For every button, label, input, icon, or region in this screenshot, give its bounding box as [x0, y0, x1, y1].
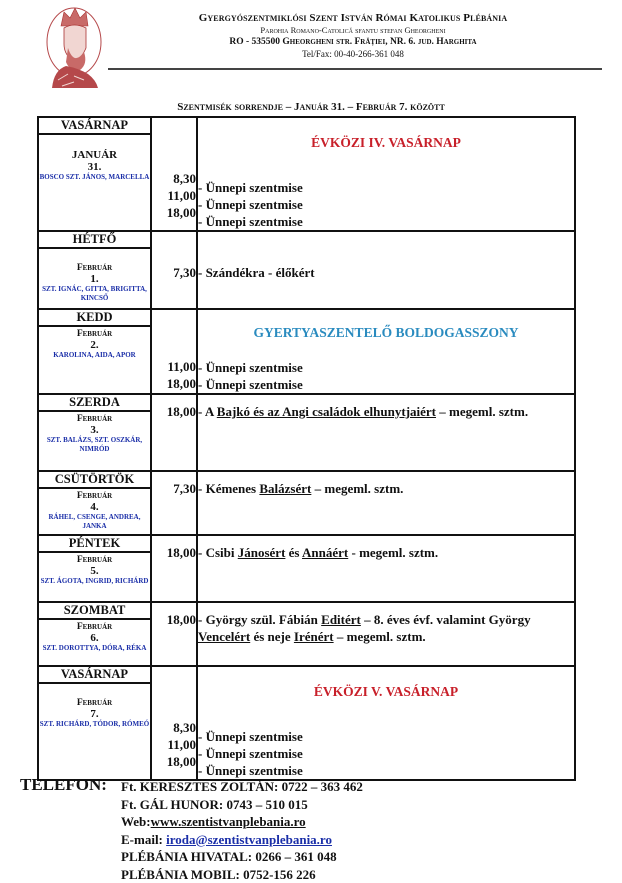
intention-name: Balázsért: [259, 481, 311, 496]
intention-name: Jánosért: [238, 545, 286, 560]
day-cell: [38, 471, 151, 535]
parish-name: Gyergyószentmiklósi Szent István Római Katolikus Plébánia: [108, 12, 598, 24]
day-number: 2.: [39, 339, 150, 351]
intention-name: Bajkó és az Angi családok elhunytjaiért: [217, 404, 436, 419]
mass-time: 11,00: [152, 187, 196, 204]
weekday: SZERDA: [39, 395, 150, 412]
intention-text: - György szül. Fábián: [198, 612, 321, 627]
times-cell: [151, 602, 197, 666]
day-number: 7.: [39, 708, 150, 720]
mass-time: 18,00: [152, 753, 196, 770]
name-days: BOSCO SZT. JÁNOS, MARCELLA: [39, 173, 150, 182]
day-row: [38, 117, 575, 231]
masses-cell: [197, 117, 575, 231]
date-box: [39, 553, 150, 586]
masses-cell: [197, 666, 575, 780]
mass-intention: - Ünnepi szentmise: [198, 179, 574, 196]
date-box: [39, 620, 150, 653]
day-cell: [38, 666, 151, 780]
mass-time: 18,00: [152, 403, 196, 420]
month: Február: [39, 555, 150, 565]
day-cell: [38, 117, 151, 231]
weekday: PÉNTEK: [39, 536, 150, 553]
mass-intention: - Ünnepi szentmise: [198, 376, 574, 393]
email-line: [121, 831, 363, 849]
mass-time: 18,00: [152, 611, 196, 628]
times-cell: [151, 535, 197, 602]
intention-name: Annáért: [302, 545, 348, 560]
day-cell: [38, 231, 151, 309]
masses-cell: [197, 394, 575, 471]
month: Február: [39, 698, 150, 708]
day-cell: [38, 602, 151, 666]
mass-intention: - Ünnepi szentmise: [198, 196, 574, 213]
day-row: [38, 666, 575, 780]
email-link[interactable]: iroda@szentistvanplebania.ro: [166, 832, 332, 847]
intention-text: – megeml. sztm.: [334, 629, 426, 644]
mass-time: 18,00: [152, 204, 196, 221]
masses-cell: [197, 231, 575, 309]
intention-text: - Kémenes: [198, 481, 259, 496]
feast-title: GYERTYASZENTELŐ BOLDOGASSZONY: [198, 310, 574, 359]
website-link[interactable]: www.szentistvanplebania.ro: [151, 814, 306, 829]
masses-cell: [197, 309, 575, 394]
mass-schedule-table: [37, 116, 576, 781]
times-cell: [151, 394, 197, 471]
mass-time: 18,00: [152, 375, 196, 392]
mass-time: 7,30: [152, 480, 196, 497]
intention-text: – megeml. sztm.: [436, 404, 528, 419]
mass-time: 11,00: [152, 736, 196, 753]
weekday: SZOMBAT: [39, 603, 150, 620]
mass-time: 7,30: [152, 264, 196, 281]
month: JANUÁR: [39, 149, 150, 161]
day-number: 3.: [39, 424, 150, 436]
mobile-phone: PLÉBÁNIA MOBIL: 0752-156 226: [121, 866, 363, 883]
intention-text: - A: [198, 404, 217, 419]
day-number: 1.: [39, 273, 150, 285]
times-cell: [151, 666, 197, 780]
date-box: [39, 249, 150, 303]
parish-name-romanian: Parohia Romano-Catolică sfantu stefan Gheorgheni: [108, 24, 598, 36]
weekday: VASÁRNAP: [39, 667, 150, 684]
date-box: [39, 412, 150, 454]
month: Február: [39, 414, 150, 424]
office-phone: PLÉBÁNIA HIVATAL: 0266 – 361 048: [121, 848, 363, 866]
website-label: Web:: [121, 814, 151, 829]
parish-address: RO - 535500 Gheorgheni str. Frăţiei, NR. 6. jud. Harghita: [108, 36, 598, 48]
mass-intention: - Ünnepi szentmise: [198, 728, 574, 745]
masses-cell: [197, 535, 575, 602]
feast-title: ÉVKÖZI IV. VASÁRNAP: [198, 118, 574, 179]
day-row: [38, 535, 575, 602]
day-number: 31.: [39, 161, 150, 173]
day-cell: [38, 535, 151, 602]
mass-intention: - Ünnepi szentmise: [198, 213, 574, 230]
day-cell: [38, 394, 151, 471]
day-row: [38, 394, 575, 471]
month: Február: [39, 622, 150, 632]
mass-intention: [198, 472, 574, 497]
date-box: [39, 489, 150, 531]
times-cell: [151, 231, 197, 309]
phone-label: TELEFON:: [20, 775, 107, 795]
name-days: KAROLINA, AIDA, APOR: [39, 351, 150, 360]
website-line: [121, 813, 363, 831]
name-days: SZT. ÁGOTA, INGRID, RICHÁRD: [39, 577, 150, 586]
weekday: CSÜTÖRTÖK: [39, 472, 150, 489]
schedule-title: Szentmisék sorrendje – Január 31. – Február 7. között: [0, 101, 622, 113]
name-days: RÁHEL, CSENGE, ANDREA, JANKA: [39, 513, 150, 531]
month: Február: [39, 329, 150, 339]
times-cell: [151, 309, 197, 394]
masses-cell: [197, 602, 575, 666]
intention-text: és: [285, 545, 302, 560]
mass-time: 8,30: [152, 170, 196, 187]
times-cell: [151, 117, 197, 231]
weekday: KEDD: [39, 310, 150, 327]
intention-text: – megeml. sztm.: [311, 481, 403, 496]
date-box: [39, 684, 150, 729]
name-days: SZT. BALÁZS, SZT. OSZKÁR, NIMRÓD: [39, 436, 150, 454]
masses-cell: [197, 471, 575, 535]
day-number: 5.: [39, 565, 150, 577]
day-row: [38, 602, 575, 666]
day-row: [38, 231, 575, 309]
weekday: HÉTFŐ: [39, 232, 150, 249]
mass-intention: - Ünnepi szentmise: [198, 359, 574, 376]
month: Február: [39, 491, 150, 501]
name-days: SZT. DOROTTYA, DÓRA, RÉKA: [39, 644, 150, 653]
mass-time: 11,00: [152, 358, 196, 375]
feast-title: ÉVKÖZI V. VASÁRNAP: [198, 667, 574, 728]
intention-name: Vencelért: [198, 629, 250, 644]
intention-name: Irénért: [294, 629, 334, 644]
email-label: E-mail:: [121, 832, 166, 847]
date-box: [39, 135, 150, 182]
date-box: [39, 327, 150, 360]
day-number: 4.: [39, 501, 150, 513]
header-divider: [108, 68, 602, 70]
day-number: 6.: [39, 632, 150, 644]
month: Február: [39, 263, 150, 273]
times-cell: [151, 471, 197, 535]
intention-text: és neje: [250, 629, 294, 644]
mass-intention: - Szándékra - élőkért: [198, 232, 574, 281]
mass-intention: - Ünnepi szentmise: [198, 745, 574, 762]
day-row: [38, 309, 575, 394]
intention-name: Editért: [321, 612, 361, 627]
mass-time: 18,00: [152, 544, 196, 561]
intention-text: - Csibi: [198, 545, 238, 560]
mass-intention: [198, 536, 574, 561]
mass-time: 8,30: [152, 719, 196, 736]
letterhead: [108, 12, 598, 60]
parish-logo-icon: [44, 4, 106, 90]
mass-intention: [198, 395, 574, 420]
day-cell: [38, 309, 151, 394]
mass-intention: - Ünnepi szentmise: [198, 762, 574, 779]
mass-intention: [198, 603, 574, 645]
day-row: [38, 471, 575, 535]
parish-telfax: Tel/Fax: 00-40-266-361 048: [108, 48, 598, 60]
contact-priest-1: Ft. KERESZTES ZOLTÁN: 0722 – 363 462: [121, 778, 363, 796]
weekday: VASÁRNAP: [39, 118, 150, 135]
name-days: SZT. IGNÁC, GITTA, BRIGITTA, KINCSŐ: [39, 285, 150, 303]
name-days: SZT. RICHÁRD, TÓDOR, RÓMEÓ: [39, 720, 150, 729]
intention-text: – 8. éves évf. valamint György: [361, 612, 531, 627]
contact-priest-2: Ft. GÁL HUNOR: 0743 – 510 015: [121, 796, 363, 814]
intention-text: - megeml. sztm.: [348, 545, 438, 560]
